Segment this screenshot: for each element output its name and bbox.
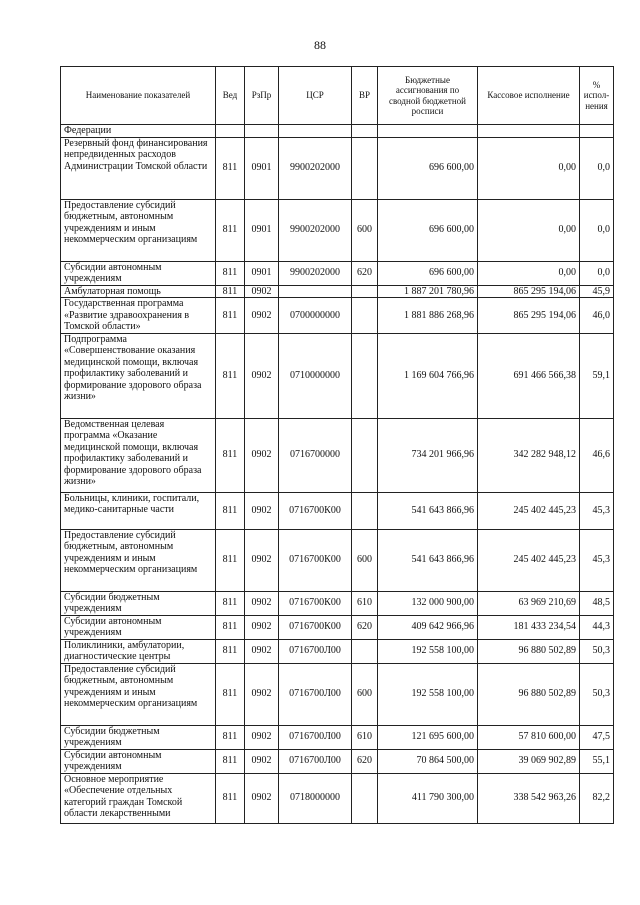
cell-pct: 45,3	[580, 492, 614, 529]
header-rzpr: РзПр	[245, 67, 279, 125]
cell-rzpr: 0902	[245, 529, 279, 591]
cell-exec: 39 069 902,89	[478, 749, 580, 773]
cell-csr: 9900202000	[279, 261, 352, 285]
cell-exec: 0,00	[478, 199, 580, 261]
table-row	[61, 725, 614, 749]
cell-exec: 57 810 600,00	[478, 725, 580, 749]
table-row	[61, 333, 614, 418]
cell-csr: 0716700Л00	[279, 749, 352, 773]
table-row	[61, 773, 614, 823]
cell-ved: 811	[216, 529, 245, 591]
header-csr: ЦСР	[279, 67, 352, 125]
cell-plan: 411 790 300,00	[378, 773, 478, 823]
cell-pct	[580, 125, 614, 138]
cell-csr: 0716700К00	[279, 492, 352, 529]
cell-name: Основное мероприятие «Обеспечение отдельных категорий граждан Томской области лекарственными	[61, 773, 216, 823]
cell-plan: 192 558 100,00	[378, 663, 478, 725]
header-vr: ВР	[352, 67, 378, 125]
cell-name: Федерации	[61, 125, 216, 138]
cell-exec: 342 282 948,12	[478, 418, 580, 492]
cell-pct: 47,5	[580, 725, 614, 749]
header-pct: % испол-нения	[580, 67, 614, 125]
cell-ved: 811	[216, 261, 245, 285]
cell-rzpr: 0902	[245, 749, 279, 773]
cell-exec: 338 542 963,26	[478, 773, 580, 823]
cell-rzpr: 0902	[245, 663, 279, 725]
cell-rzpr: 0902	[245, 639, 279, 663]
table-row	[61, 492, 614, 529]
cell-plan: 541 643 866,96	[378, 529, 478, 591]
cell-pct: 50,3	[580, 663, 614, 725]
cell-rzpr	[245, 125, 279, 138]
cell-exec: 96 880 502,89	[478, 663, 580, 725]
cell-csr: 0716700К00	[279, 529, 352, 591]
cell-plan	[378, 125, 478, 138]
cell-plan: 121 695 600,00	[378, 725, 478, 749]
cell-ved: 811	[216, 615, 245, 639]
cell-pct: 0,0	[580, 261, 614, 285]
cell-pct: 48,5	[580, 591, 614, 615]
cell-pct: 45,3	[580, 529, 614, 591]
cell-exec: 96 880 502,89	[478, 639, 580, 663]
cell-ved: 811	[216, 137, 245, 199]
cell-ved: 811	[216, 333, 245, 418]
cell-ved: 811	[216, 418, 245, 492]
cell-exec: 245 402 445,23	[478, 492, 580, 529]
cell-ved: 811	[216, 773, 245, 823]
cell-pct: 0,0	[580, 137, 614, 199]
page-number: 88	[314, 38, 326, 52]
cell-name: Государственная программа «Развитие здравоохранения в Томской области»	[61, 298, 216, 334]
table-row	[61, 285, 614, 298]
header-plan: Бюджетные ассигнования по сводной бюджетной росписи	[378, 67, 478, 125]
cell-name: Субсидии автономным учреждениям	[61, 749, 216, 773]
cell-rzpr: 0902	[245, 418, 279, 492]
cell-ved: 811	[216, 639, 245, 663]
cell-csr	[279, 285, 352, 298]
cell-vr	[352, 137, 378, 199]
cell-vr	[352, 125, 378, 138]
cell-ved: 811	[216, 298, 245, 334]
cell-ved: 811	[216, 199, 245, 261]
table-row	[61, 663, 614, 725]
table-row	[61, 615, 614, 639]
cell-pct: 0,0	[580, 199, 614, 261]
header-name: Наименование показателей	[61, 67, 216, 125]
cell-plan: 541 643 866,96	[378, 492, 478, 529]
cell-vr: 620	[352, 615, 378, 639]
cell-plan: 192 558 100,00	[378, 639, 478, 663]
cell-name: Предоставление субсидий бюджетным, автономным учреждениям и иным некоммерческим организациям	[61, 529, 216, 591]
cell-csr: 0716700Л00	[279, 663, 352, 725]
header-exec: Кассовое исполнение	[478, 67, 580, 125]
cell-pct: 59,1	[580, 333, 614, 418]
table-body	[61, 125, 614, 824]
cell-csr: 0718000000	[279, 773, 352, 823]
cell-name: Амбулаторная помощь	[61, 285, 216, 298]
cell-rzpr: 0902	[245, 298, 279, 334]
table-row	[61, 749, 614, 773]
cell-name: Субсидии бюджетным учреждениям	[61, 591, 216, 615]
cell-plan: 409 642 966,96	[378, 615, 478, 639]
cell-pct: 82,2	[580, 773, 614, 823]
cell-rzpr: 0902	[245, 773, 279, 823]
cell-csr: 9900202000	[279, 137, 352, 199]
table-row	[61, 529, 614, 591]
cell-exec: 181 433 234,54	[478, 615, 580, 639]
cell-vr: 610	[352, 725, 378, 749]
cell-rzpr: 0902	[245, 285, 279, 298]
cell-exec: 245 402 445,23	[478, 529, 580, 591]
cell-exec: 691 466 566,38	[478, 333, 580, 418]
cell-ved: 811	[216, 725, 245, 749]
cell-pct: 55,1	[580, 749, 614, 773]
cell-plan: 1 887 201 780,96	[378, 285, 478, 298]
cell-vr	[352, 492, 378, 529]
cell-csr: 0716700Л00	[279, 639, 352, 663]
cell-vr	[352, 639, 378, 663]
cell-pct: 46,6	[580, 418, 614, 492]
cell-plan: 1 169 604 766,96	[378, 333, 478, 418]
cell-name: Больницы, клиники, госпитали, медико-санитарные части	[61, 492, 216, 529]
cell-plan: 696 600,00	[378, 199, 478, 261]
cell-rzpr: 0901	[245, 199, 279, 261]
cell-name: Подпрограмма «Совершенствование оказания медицинской помощи, включая профилактику заболеваний и формирование здорового образа жизни»	[61, 333, 216, 418]
cell-pct: 44,3	[580, 615, 614, 639]
cell-vr: 610	[352, 591, 378, 615]
cell-name: Резервный фонд финансирования непредвиденных расходов Администрации Томской области	[61, 137, 216, 199]
cell-pct: 45,9	[580, 285, 614, 298]
budget-execution-table	[60, 66, 614, 824]
cell-plan: 696 600,00	[378, 137, 478, 199]
cell-csr: 0716700К00	[279, 615, 352, 639]
table-row	[61, 199, 614, 261]
cell-vr: 600	[352, 199, 378, 261]
table-row	[61, 418, 614, 492]
cell-rzpr: 0902	[245, 591, 279, 615]
cell-plan: 696 600,00	[378, 261, 478, 285]
cell-vr	[352, 333, 378, 418]
cell-csr: 9900202000	[279, 199, 352, 261]
table-row	[61, 639, 614, 663]
cell-name: Субсидии бюджетным учреждениям	[61, 725, 216, 749]
cell-csr: 0716700Л00	[279, 725, 352, 749]
cell-ved	[216, 125, 245, 138]
table-row	[61, 125, 614, 138]
cell-vr: 600	[352, 663, 378, 725]
cell-exec: 865 295 194,06	[478, 298, 580, 334]
cell-ved: 811	[216, 492, 245, 529]
cell-vr: 620	[352, 261, 378, 285]
cell-name: Поликлиники, амбулатории, диагностические центры	[61, 639, 216, 663]
cell-rzpr: 0902	[245, 615, 279, 639]
cell-exec: 0,00	[478, 137, 580, 199]
cell-rzpr: 0902	[245, 725, 279, 749]
cell-exec: 0,00	[478, 261, 580, 285]
cell-name: Ведомственная целевая программа «Оказание медицинской помощи, включая профилактику заболеваний и формирование здорового образа жизни»	[61, 418, 216, 492]
cell-vr: 600	[352, 529, 378, 591]
cell-csr	[279, 125, 352, 138]
cell-ved: 811	[216, 663, 245, 725]
cell-plan: 734 201 966,96	[378, 418, 478, 492]
cell-pct: 50,3	[580, 639, 614, 663]
cell-plan: 1 881 886 268,96	[378, 298, 478, 334]
cell-vr	[352, 298, 378, 334]
cell-name: Предоставление субсидий бюджетным, автономным учреждениям и иным некоммерческим организациям	[61, 199, 216, 261]
cell-plan: 70 864 500,00	[378, 749, 478, 773]
table-row	[61, 137, 614, 199]
cell-exec: 865 295 194,06	[478, 285, 580, 298]
cell-ved: 811	[216, 749, 245, 773]
cell-csr: 0716700К00	[279, 591, 352, 615]
cell-vr: 620	[352, 749, 378, 773]
cell-exec	[478, 125, 580, 138]
cell-rzpr: 0901	[245, 261, 279, 285]
cell-csr: 0700000000	[279, 298, 352, 334]
cell-vr	[352, 285, 378, 298]
table-row	[61, 591, 614, 615]
cell-plan: 132 000 900,00	[378, 591, 478, 615]
table-row	[61, 298, 614, 334]
cell-name: Субсидии автономным учреждениям	[61, 261, 216, 285]
cell-csr: 0710000000	[279, 333, 352, 418]
cell-pct: 46,0	[580, 298, 614, 334]
cell-rzpr: 0902	[245, 333, 279, 418]
header-ved: Вед	[216, 67, 245, 125]
cell-name: Предоставление субсидий бюджетным, автономным учреждениям и иным некоммерческим организациям	[61, 663, 216, 725]
cell-vr	[352, 773, 378, 823]
cell-vr	[352, 418, 378, 492]
table-header	[61, 67, 614, 125]
cell-exec: 63 969 210,69	[478, 591, 580, 615]
cell-name: Субсидии автономным учреждениям	[61, 615, 216, 639]
cell-ved: 811	[216, 591, 245, 615]
cell-rzpr: 0902	[245, 492, 279, 529]
cell-rzpr: 0901	[245, 137, 279, 199]
cell-csr: 0716700000	[279, 418, 352, 492]
table-row	[61, 261, 614, 285]
cell-ved: 811	[216, 285, 245, 298]
